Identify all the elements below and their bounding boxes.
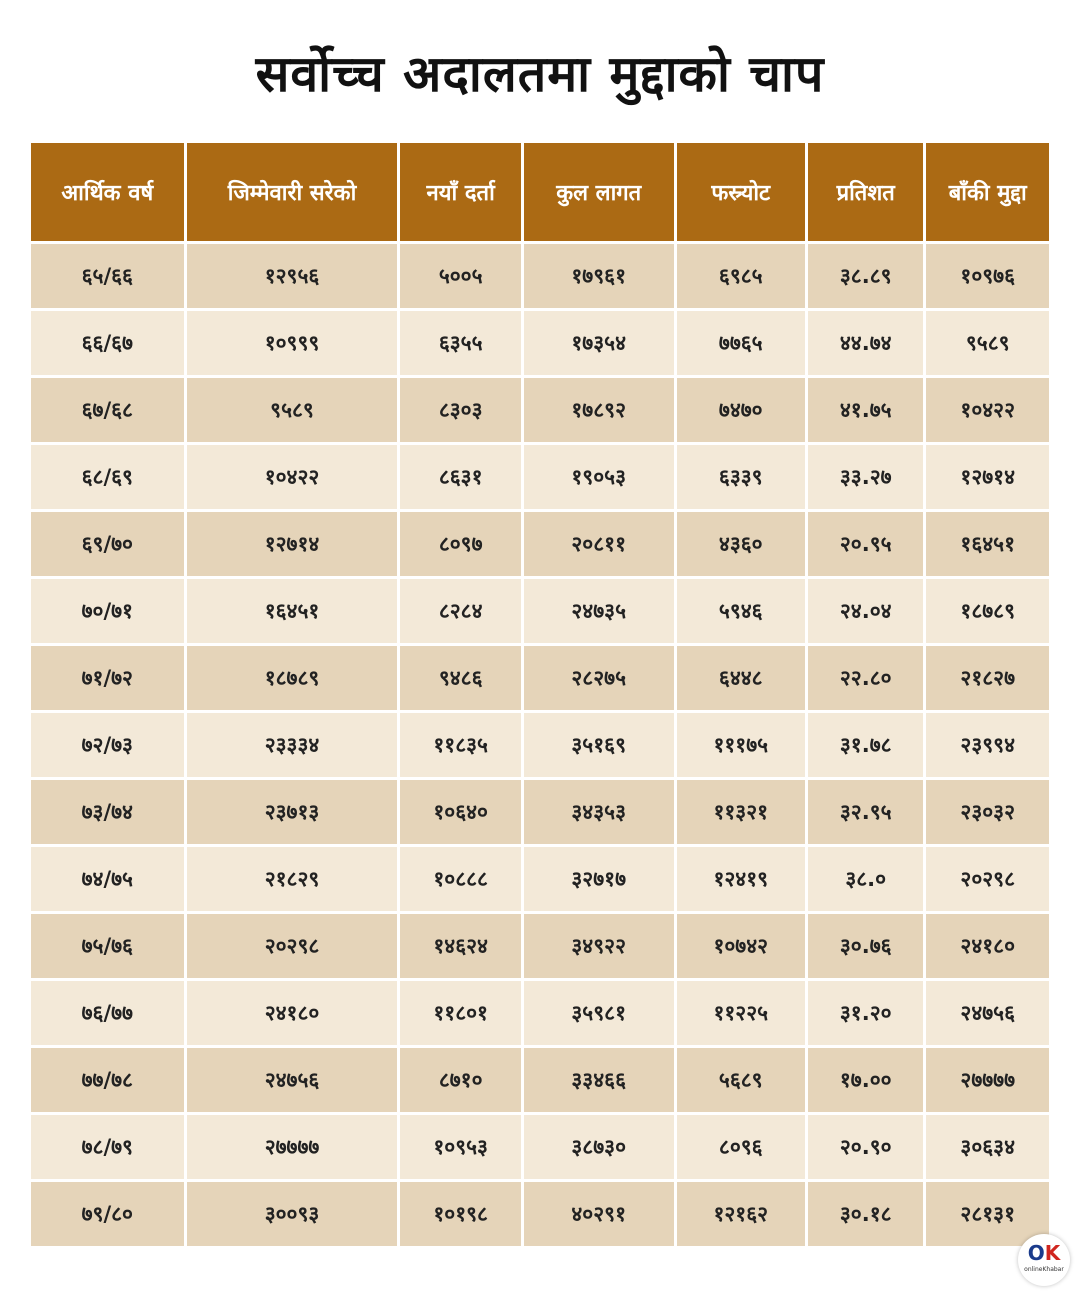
table-row: [31, 445, 1049, 509]
table-row: [31, 847, 1049, 911]
table-row: [31, 1115, 1049, 1179]
cell-total: ३२७१७: [524, 847, 674, 911]
cell-fiscal-year: ७५/७६: [31, 914, 184, 978]
cell-total: ३५१६९: [524, 713, 674, 777]
cell-remaining: २७७७७: [926, 1048, 1049, 1112]
cell-remaining: १८७८९: [926, 579, 1049, 643]
cell-transferred: २४१८०: [187, 981, 398, 1045]
cell-transferred: १०९९९: [187, 311, 398, 375]
cell-transferred: ३००९३: [187, 1182, 398, 1246]
cell-settled: १०७४२: [677, 914, 806, 978]
cell-remaining: ३०६३४: [926, 1115, 1049, 1179]
cell-percentage: २४.०४: [808, 579, 923, 643]
cell-new-registered: ८३०३: [400, 378, 520, 442]
cell-settled: ८०९६: [677, 1115, 806, 1179]
cell-remaining: १०४२२: [926, 378, 1049, 442]
cell-fiscal-year: ७०/७१: [31, 579, 184, 643]
cell-new-registered: १०९५३: [400, 1115, 520, 1179]
cell-total: ३४९२२: [524, 914, 674, 978]
cell-remaining: १६४५१: [926, 512, 1049, 576]
cell-percentage: ३१.२०: [808, 981, 923, 1045]
cell-percentage: ३२.९५: [808, 780, 923, 844]
cell-settled: ६९८५: [677, 244, 806, 308]
table-row: [31, 244, 1049, 308]
cell-fiscal-year: ६६/६७: [31, 311, 184, 375]
cell-percentage: ३०.७६: [808, 914, 923, 978]
table-row: [31, 1048, 1049, 1112]
cell-total: ३४३५३: [524, 780, 674, 844]
table-row: [31, 378, 1049, 442]
onlinekhabar-logo: [1018, 1234, 1070, 1286]
cell-new-registered: १०६४०: [400, 780, 520, 844]
table-row: [31, 579, 1049, 643]
cell-transferred: १८७८९: [187, 646, 398, 710]
table-row: [31, 780, 1049, 844]
cell-transferred: १६४५१: [187, 579, 398, 643]
cell-total: १७८९२: [524, 378, 674, 442]
header-total: कुल लागत: [524, 143, 674, 241]
cell-fiscal-year: ७६/७७: [31, 981, 184, 1045]
logo-mark: [1018, 1240, 1070, 1266]
cell-new-registered: ८७१०: [400, 1048, 520, 1112]
cell-percentage: ३८.०: [808, 847, 923, 911]
table-body: [31, 244, 1049, 1246]
cell-new-registered: ८०९७: [400, 512, 520, 576]
cell-settled: ५९४६: [677, 579, 806, 643]
cell-total: ३३४६६: [524, 1048, 674, 1112]
page-title: सर्वोच्च अदालतमा मुद्दाको चाप: [255, 45, 825, 103]
table-row: [31, 512, 1049, 576]
header-fiscal-year: आर्थिक वर्ष: [31, 143, 184, 241]
cell-total: १९०५३: [524, 445, 674, 509]
cell-new-registered: ८६३१: [400, 445, 520, 509]
cell-new-registered: ९४८६: [400, 646, 520, 710]
cell-remaining: २४७५६: [926, 981, 1049, 1045]
cell-new-registered: १४६२४: [400, 914, 520, 978]
cell-remaining: २३९९४: [926, 713, 1049, 777]
cell-transferred: २७७७७: [187, 1115, 398, 1179]
cell-remaining: १२७१४: [926, 445, 1049, 509]
cell-fiscal-year: ६८/६९: [31, 445, 184, 509]
cell-transferred: २०२९८: [187, 914, 398, 978]
cell-percentage: १७.००: [808, 1048, 923, 1112]
case-pressure-table: [28, 140, 1052, 1249]
cell-new-registered: १०८८८: [400, 847, 520, 911]
header-new-registered: नयाँ दर्ता: [400, 143, 520, 241]
cell-settled: ११३२१: [677, 780, 806, 844]
cell-settled: ११२२५: [677, 981, 806, 1045]
cell-transferred: २३७१३: [187, 780, 398, 844]
cell-new-registered: ८२८४: [400, 579, 520, 643]
cell-transferred: १२९५६: [187, 244, 398, 308]
cell-transferred: २४७५६: [187, 1048, 398, 1112]
logo-mark-k: K: [1044, 1241, 1061, 1265]
table-row: [31, 981, 1049, 1045]
cell-settled: ६४४८: [677, 646, 806, 710]
table-row: [31, 1182, 1049, 1246]
cell-percentage: ४१.७५: [808, 378, 923, 442]
cell-fiscal-year: ७७/७८: [31, 1048, 184, 1112]
logo-text: onlineKhabar: [1024, 1266, 1064, 1273]
cell-percentage: ४४.७४: [808, 311, 923, 375]
cell-remaining: २३०३२: [926, 780, 1049, 844]
cell-fiscal-year: ७९/८०: [31, 1182, 184, 1246]
cell-remaining: २८१३१: [926, 1182, 1049, 1246]
header-transferred: जिम्मेवारी सरेको: [187, 143, 398, 241]
cell-percentage: २०.९५: [808, 512, 923, 576]
cell-new-registered: ५००५: [400, 244, 520, 308]
cell-transferred: २३३३४: [187, 713, 398, 777]
cell-remaining: २०२९८: [926, 847, 1049, 911]
cell-new-registered: १०१९८: [400, 1182, 520, 1246]
cell-total: २८२७५: [524, 646, 674, 710]
cell-fiscal-year: ६७/६८: [31, 378, 184, 442]
cell-total: २०८११: [524, 512, 674, 576]
cell-settled: १२१६२: [677, 1182, 806, 1246]
cell-fiscal-year: ६९/७०: [31, 512, 184, 576]
cell-new-registered: ६३५५: [400, 311, 520, 375]
cell-transferred: १२७१४: [187, 512, 398, 576]
cell-settled: ६३३९: [677, 445, 806, 509]
cell-remaining: १०९७६: [926, 244, 1049, 308]
cell-settled: ४३६०: [677, 512, 806, 576]
logo-mark-o: O: [1027, 1241, 1045, 1265]
cell-transferred: २१८२९: [187, 847, 398, 911]
table-row: [31, 311, 1049, 375]
cell-fiscal-year: ७४/७५: [31, 847, 184, 911]
cell-fiscal-year: ६५/६६: [31, 244, 184, 308]
cell-total: २४७३५: [524, 579, 674, 643]
cell-total: ३८७३०: [524, 1115, 674, 1179]
cell-total: ४०२९१: [524, 1182, 674, 1246]
cell-percentage: ३१.७८: [808, 713, 923, 777]
table-row: [31, 713, 1049, 777]
cell-new-registered: ११८३५: [400, 713, 520, 777]
cell-fiscal-year: ७१/७२: [31, 646, 184, 710]
header-percentage: प्रतिशत: [808, 143, 923, 241]
table-row: [31, 646, 1049, 710]
cell-settled: ७४७०: [677, 378, 806, 442]
cell-total: १७३५४: [524, 311, 674, 375]
cell-settled: १११७५: [677, 713, 806, 777]
cell-fiscal-year: ७३/७४: [31, 780, 184, 844]
header-remaining: बाँकी मुद्दा: [926, 143, 1049, 241]
cell-remaining: २१८२७: [926, 646, 1049, 710]
cell-fiscal-year: ७२/७३: [31, 713, 184, 777]
table-row: [31, 914, 1049, 978]
cell-settled: ५६८९: [677, 1048, 806, 1112]
header-settled: फस्र्योट: [677, 143, 806, 241]
cell-transferred: १०४२२: [187, 445, 398, 509]
cell-settled: १२४१९: [677, 847, 806, 911]
cell-remaining: ९५८९: [926, 311, 1049, 375]
cell-percentage: ३३.२७: [808, 445, 923, 509]
cell-percentage: ३८.८९: [808, 244, 923, 308]
cell-total: १७९६१: [524, 244, 674, 308]
cell-percentage: ३०.१८: [808, 1182, 923, 1246]
cell-remaining: २४१८०: [926, 914, 1049, 978]
cell-settled: ७७६५: [677, 311, 806, 375]
header-row: [31, 143, 1049, 241]
cell-fiscal-year: ७८/७९: [31, 1115, 184, 1179]
cell-new-registered: ११८०१: [400, 981, 520, 1045]
cell-total: ३५९८१: [524, 981, 674, 1045]
cell-percentage: २२.८०: [808, 646, 923, 710]
cell-transferred: ९५८९: [187, 378, 398, 442]
cell-percentage: २०.९०: [808, 1115, 923, 1179]
